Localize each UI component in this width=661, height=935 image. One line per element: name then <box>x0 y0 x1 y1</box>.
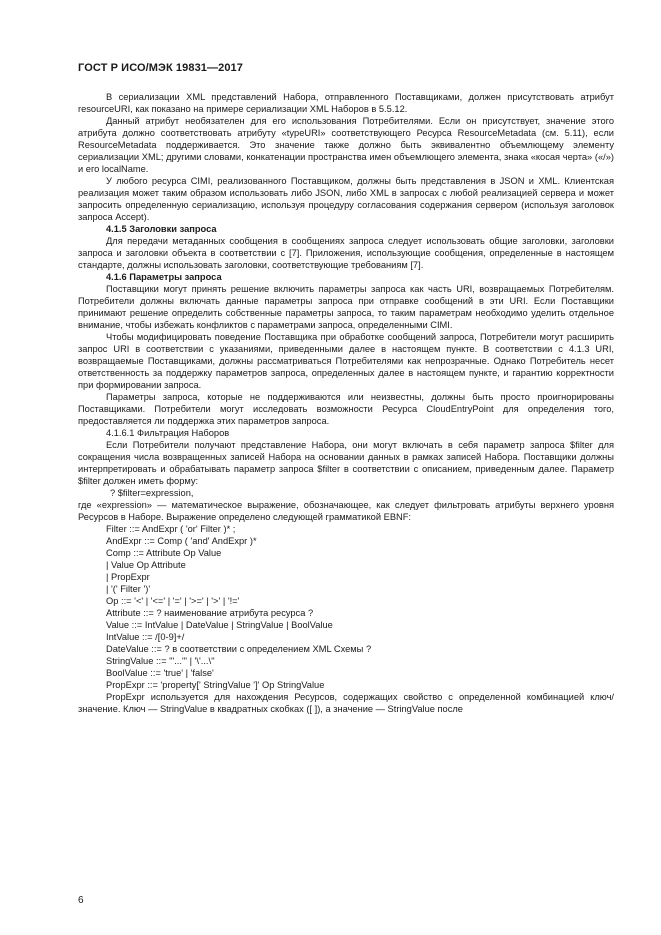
grammar-block <box>78 523 614 691</box>
paragraph: Данный атрибут необязателен для его использования Потребителями. Если он присутствует, значение этого атрибута должно соответствовать атрибуту «typeURI» соответствующего Ресурса ResourceMetadata (см. 5.11), если ResourceMetadata поддерживается. Это значение также должно быть эквивалентно объемлющему элементу сериализации XML; другими словами, конкатенации пространства имен объемлющего элемента, знака «косая черта» («/») и его localName. <box>78 116 614 174</box>
paragraph: PropExpr используется для нахождения Ресурсов, содержащих свойство с определенной комбинацией ключ/значение. Ключ — StringValue в квадратных скобках ([ ]), а значение — StringValue после <box>78 692 614 714</box>
grammar-line: Attribute ::= ? наименование атрибута ресурса ? <box>106 608 314 618</box>
page-number: 6 <box>78 895 84 906</box>
page-header: ГОСТ Р ИСО/МЭК 19831—2017 <box>78 62 243 74</box>
filter-formula: ? $filter=expression, <box>110 488 194 498</box>
paragraph: У любого ресурса CIMI, реализованного Поставщиком, должны быть представления в JSON и XML. Клиентская реализация может таким образом использовать либо JSON, либо XML в запросах с любой реализацией сервера и может запросить определенную сериализацию, используя процедуру согласования содержания сервером (используя заголовок запроса Accept). <box>78 176 614 222</box>
paragraph: Параметры запроса, которые не поддерживаются или неизвестны, должны быть просто проигнорированы Поставщиками. Потребители могут исследовать возможности Ресурса CloudEntryPoint для определения того, предоставляется ли поддержка этих параметров запроса. <box>78 392 614 426</box>
grammar-line: BoolValue ::= 'true' | 'false' <box>106 668 214 678</box>
section-heading-4-1-5: 4.1.5 Заголовки запроса <box>106 224 217 234</box>
grammar-line: Comp ::= Attribute Op Value <box>106 548 222 558</box>
grammar-line: Filter ::= AndExpr ( 'or' Filter )* ; <box>106 524 236 534</box>
grammar-line: | Value Op Attribute <box>106 560 186 570</box>
section-heading-4-1-6: 4.1.6 Параметры запроса <box>106 272 222 282</box>
paragraph: В сериализации XML представлений Набора, отправленного Поставщиками, должен присутствовать атрибут resourceURI, как показано на примере сериализации XML Наборов в 5.5.12. <box>78 92 614 114</box>
grammar-line: IntValue ::= /[0-9]+/ <box>106 632 185 642</box>
document-body <box>78 91 614 715</box>
grammar-line: StringValue ::= '"..."' | '\'...\'' <box>106 656 215 666</box>
section-heading-4-1-6-1: 4.1.6.1 Фильтрация Наборов <box>106 428 230 438</box>
grammar-line: Op ::= '<' | '<=' | '=' | '>=' | '>' | '!=' <box>106 596 240 606</box>
grammar-line: | '(' Filter ')' <box>106 584 151 594</box>
paragraph: где «expression» — математическое выражение, обозначающее, как следует фильтровать атрибуты верхнего уровня Ресурсов в Наборе. Выражение определено следующей грамматикой EBNF: <box>78 500 614 522</box>
paragraph: Чтобы модифицировать поведение Поставщика при обработке сообщений запроса, Потребители могут расширить запрос URI в соответствии с указаниями, приведенными далее в настоящем пункте. В соответствии с 4.1.3 URI, возвращаемые Поставщиками, должны рассматриваться Потребителями как непрозрачные. Однако Потребитель несет ответственность за поддержку параметров запроса, определенных далее в настоящем пункте, и гарантию корректности при формировании запроса. <box>78 332 614 390</box>
grammar-line: Value ::= IntValue | DateValue | StringValue | BoolValue <box>106 620 333 630</box>
grammar-line: | PropExpr <box>106 572 150 582</box>
paragraph: Если Потребители получают представление Набора, они могут включать в себя параметр запроса $filter для сокращения числа возвращенных записей Набора на основании данных в рамках записей Набора. Поставщики должны интерпретировать и обрабатывать параметр запроса $filter в соответствии с описанием, приведенным далее. Параметр $filter должен иметь форму: <box>78 440 614 486</box>
grammar-line: PropExpr ::= 'property[' StringValue ']' Op StringValue <box>106 680 325 690</box>
paragraph: Поставщики могут принять решение включить параметры запроса как часть URI, возвращаемых Потребителям. Потребители должны включать данные параметры запроса при отправке сообщений в эти URI. Если Поставщики принимают решение определить собственные параметры запроса, то таким параметрам необходимо уделить отдельное внимание, чтобы избежать конфликтов с параметрами запроса, определенными CIMI. <box>78 284 614 330</box>
paragraph: Для передачи метаданных сообщения в сообщениях запроса следует использовать общие заголовки, заголовки запроса и заголовки объекта в соответствии с [7]. Приложения, использующие сообщения, определенные в настоящем стандарте, должны использовать заголовки, соответствующие требованиям [7]. <box>78 236 614 270</box>
grammar-line: AndExpr ::= Comp ( 'and' AndExpr )* <box>106 536 257 546</box>
grammar-line: DateValue ::= ? в соответствии с определением XML Схемы ? <box>106 644 372 654</box>
